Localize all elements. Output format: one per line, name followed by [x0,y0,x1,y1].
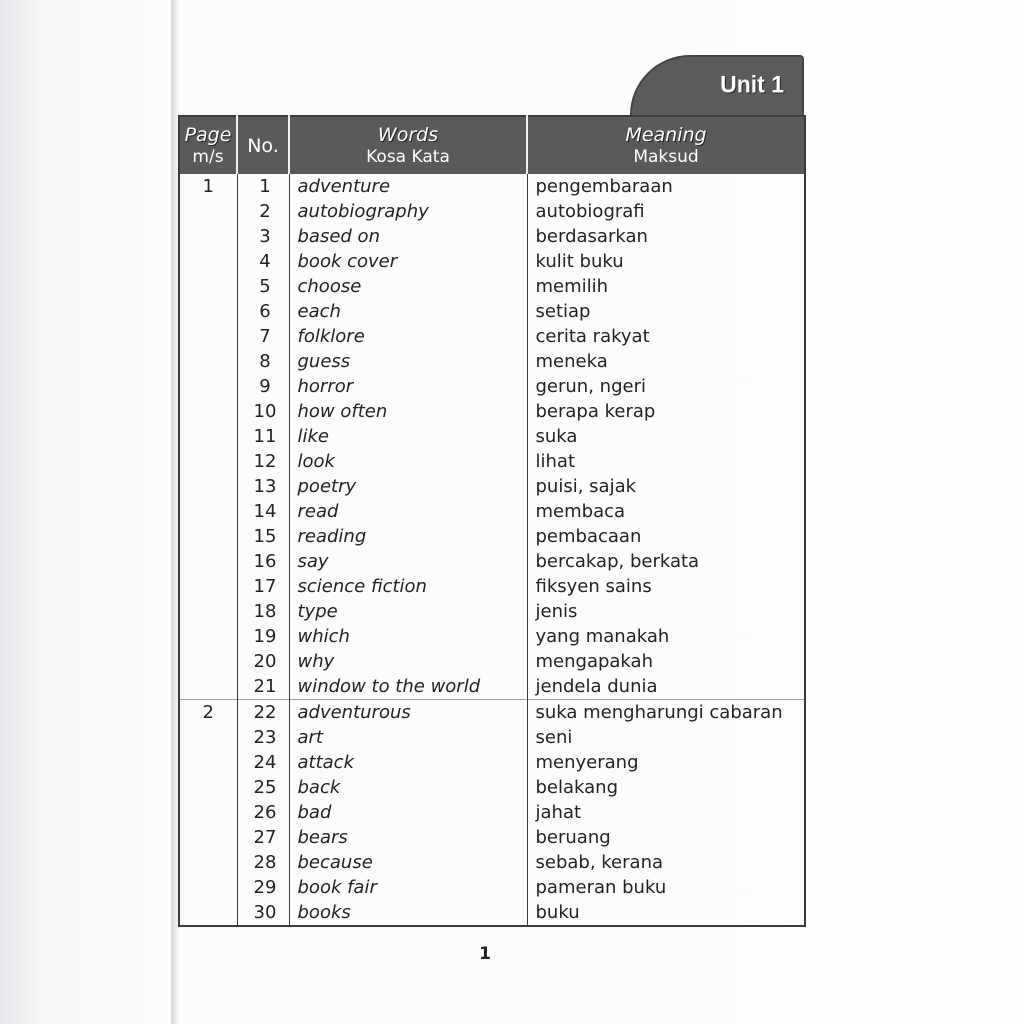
word-cell: attack [289,750,527,775]
number-cell: 29 [237,875,289,900]
word-cell: book cover [289,249,527,274]
word-cell: back [289,775,527,800]
meaning-cell: suka mengharungi cabaran [527,700,805,726]
header-words [289,116,527,174]
table-header [179,116,805,174]
meaning-cell: bercakap, berkata [535,551,700,572]
header-meaning [527,116,805,174]
table-row [179,700,805,726]
table-row [179,725,805,750]
number-cell: 30 [237,900,289,926]
word-cell: horror [289,374,527,399]
word-cell: like [289,424,527,449]
word-cell: book fair [289,875,527,900]
page-cell: 2 [179,700,237,927]
header-no [237,116,289,174]
word-cell: each [289,299,527,324]
table-row [179,800,805,825]
number-cell: 21 [237,674,289,700]
number-cell: 18 [237,599,289,624]
meaning-cell: yang manakah [535,626,670,647]
number-cell: 16 [237,549,289,574]
word-cell: say [289,549,527,574]
meaning-cell: jendela dunia [535,676,658,697]
number-cell: 15 [237,524,289,549]
meaning-cell: pengembaraan [535,176,673,197]
header-words-label: Words [377,123,439,146]
table-row [179,174,805,199]
table-row [179,649,805,674]
table-row [179,424,805,449]
number-cell: 20 [237,649,289,674]
number-cell: 27 [237,825,289,850]
meaning-cell: setiap [535,301,591,322]
table-row [179,775,805,800]
table-row [179,299,805,324]
meaning-cell: gerun, ngeri [535,376,646,397]
unit-tab [630,55,804,117]
meaning-cell: jahat [535,802,582,823]
table-row [179,875,805,900]
meaning-cell: puisi, sajak [535,476,637,497]
number-cell: 13 [237,474,289,499]
table-row [179,574,805,599]
word-cell: why [289,649,527,674]
word-cell: adventure [289,174,527,199]
meaning-cell: berdasarkan [535,226,648,247]
meaning-cell: buku [535,902,580,923]
table-row [179,850,805,875]
table-row [179,324,805,349]
table-row [179,399,805,424]
table-row [179,199,805,224]
word-cell: window to the world [289,674,527,700]
table-row [179,499,805,524]
header-words-sublabel: Kosa Kata [366,146,450,167]
meaning-cell: belakang [535,777,619,798]
meaning-cell: pembacaan [535,526,642,547]
word-cell: based on [289,224,527,249]
number-cell: 22 [237,700,289,726]
meaning-cell: membaca [535,501,626,522]
meaning-cell: cerita rakyat [535,326,650,347]
header-page-label: Page [184,123,232,146]
header-meaning-label: Meaning [625,123,707,146]
meaning-cell: kulit buku [535,251,624,272]
number-cell: 28 [237,850,289,875]
word-cell: bad [289,800,527,825]
number-cell: 11 [237,424,289,449]
word-cell: adventurous [289,700,527,726]
meaning-cell: seni [535,727,573,748]
number-cell: 14 [237,499,289,524]
meaning-cell: suka [535,426,578,447]
meaning-cell: jenis [535,601,578,622]
table-row [179,599,805,624]
meaning-cell: meneka [535,351,608,372]
number-cell: 4 [237,249,289,274]
table-row [179,624,805,649]
number-cell: 17 [237,574,289,599]
number-cell: 5 [237,274,289,299]
page-number: 1 [479,944,491,964]
word-cell: folklore [289,324,527,349]
table-row [179,549,805,574]
word-cell: reading [289,524,527,549]
table-row [179,825,805,850]
table-row [179,349,805,374]
word-cell: poetry [289,474,527,499]
table-row [179,900,805,926]
table-row [179,224,805,249]
number-cell: 25 [237,775,289,800]
number-cell: 3 [237,224,289,249]
number-cell: 7 [237,324,289,349]
meaning-cell: lihat [535,451,575,472]
table-row [179,249,805,274]
table-body [179,174,805,926]
meaning-cell: fiksyen sains [535,576,652,597]
table-row [179,750,805,775]
meaning-cell: beruang [535,827,611,848]
meaning-cell: autobiografi [535,201,645,222]
word-cell: read [289,499,527,524]
table-row [179,524,805,549]
word-cell: choose [289,274,527,299]
word-cell: look [289,449,527,474]
table-row [179,474,805,499]
number-cell: 8 [237,349,289,374]
number-cell: 9 [237,374,289,399]
number-cell: 19 [237,624,289,649]
number-cell: 24 [237,750,289,775]
word-cell: which [289,624,527,649]
header-row [179,116,805,174]
word-cell: because [289,850,527,875]
table-row [179,674,805,700]
word-cell: bears [289,825,527,850]
word-cell: science fiction [289,574,527,599]
meaning-cell: berapa kerap [535,401,656,422]
number-cell: 26 [237,800,289,825]
number-cell: 23 [237,725,289,750]
header-page-sublabel: m/s [192,146,224,167]
header-meaning-sublabel: Maksud [633,146,699,167]
unit-title: Unit 1 [720,70,784,98]
meaning-cell: mengapakah [535,651,653,672]
meaning-cell: menyerang [535,752,639,773]
header-page [179,116,237,174]
number-cell: 12 [237,449,289,474]
meaning-cell: memilih [535,276,609,297]
page-cell: 1 [179,174,237,700]
vocabulary-table [178,115,806,927]
number-cell: 10 [237,399,289,424]
number-cell: 6 [237,299,289,324]
header-no-label: No. [247,134,279,157]
number-cell: 2 [237,199,289,224]
meaning-cell: pameran buku [535,877,667,898]
word-cell: art [289,725,527,750]
word-cell: guess [289,349,527,374]
table-row [179,274,805,299]
table-row [179,374,805,399]
table-row [179,449,805,474]
word-cell: autobiography [289,199,527,224]
word-cell: type [289,599,527,624]
meaning-cell: sebab, kerana [535,852,664,873]
number-cell: 1 [237,174,289,199]
word-cell: books [289,900,527,926]
word-cell: how often [289,399,527,424]
